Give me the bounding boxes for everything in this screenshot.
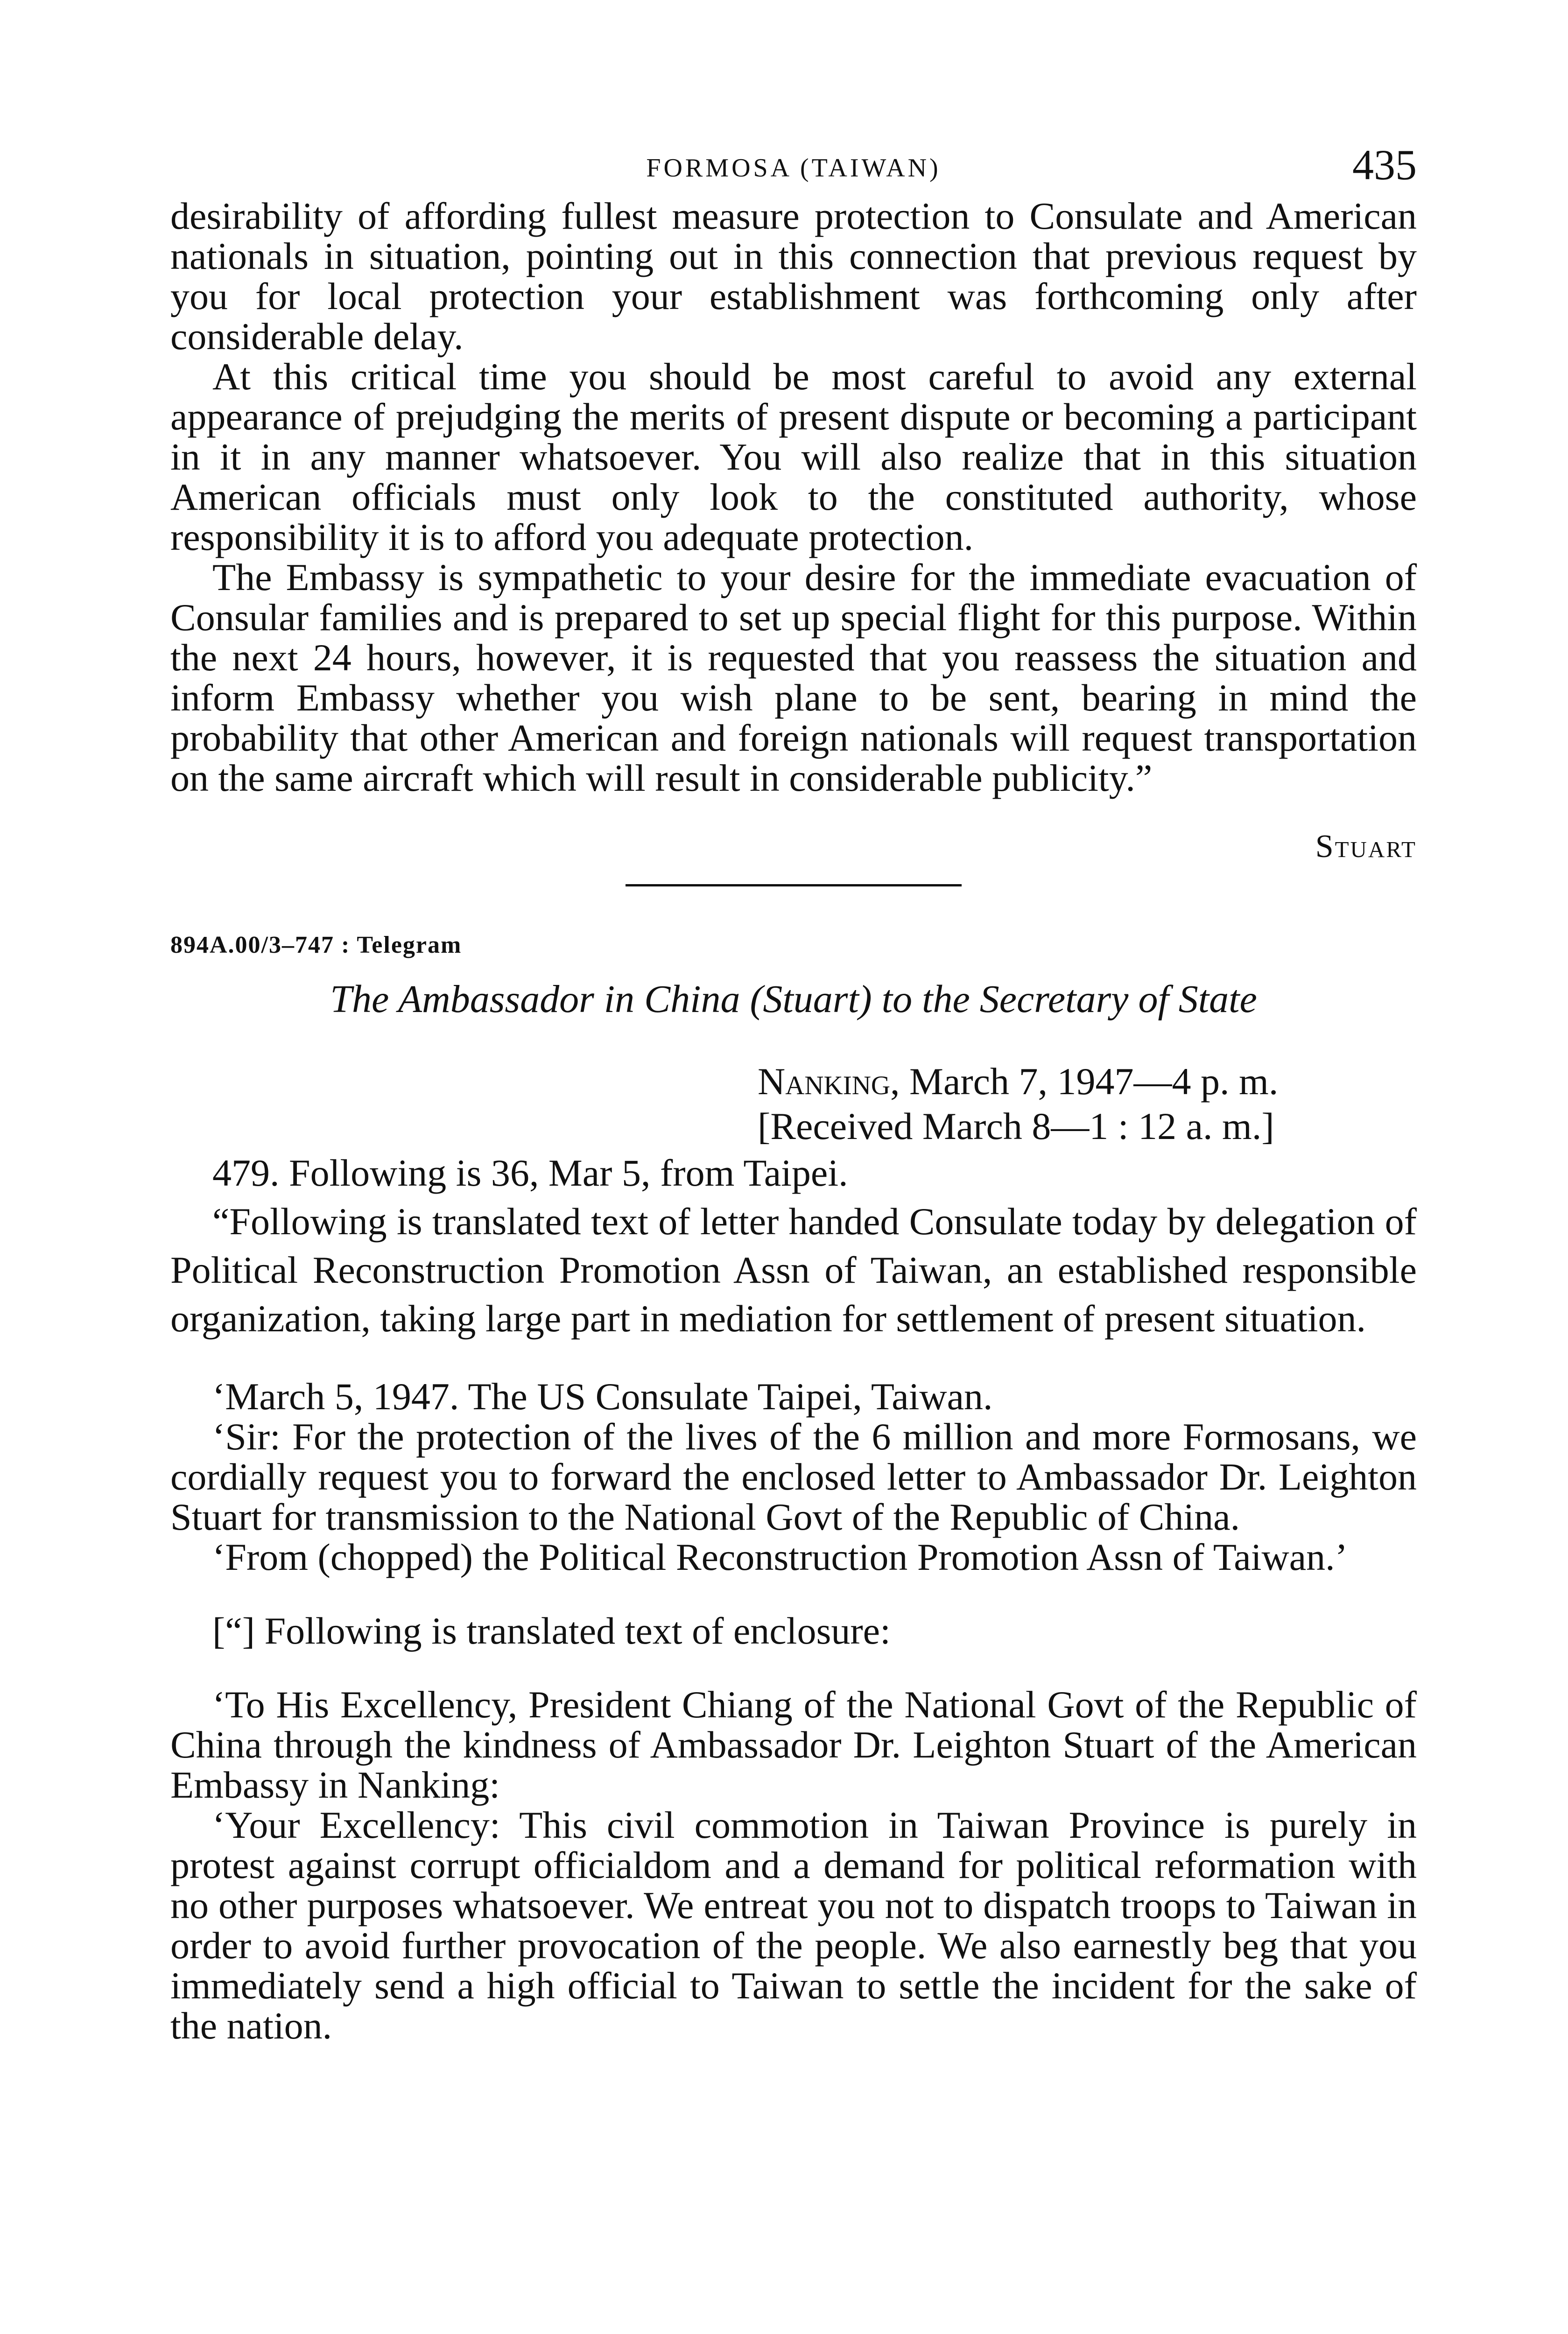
letter-paragraph: ‘Sir: For the protection of the lives of the 6 million and more Formosans, we cordially request you to forward the enclosed letter to Ambassador Dr. Leighton Stuart for transmission to the National Govt of the Republic of China. (170, 1415, 1417, 1538)
dateline-date: , March 7, 1947—4 p. m. (890, 1060, 1279, 1103)
body-paragraph: The Embassy is sympathetic to your desire for the immediate evacuation of Consular families and is prepared to set up special flight for this purpose. Within the next 24 hours, however, it is requested that you reassess the situation and inform Embassy whether you wish plane to be sent, bearing in mind the probability that other American and foreign nationals will request transportation on the same aircraft which will result in considerable publicity.” (170, 556, 1417, 799)
enclosure-paragraph: ‘Your Excellency: This civil commotion in Taiwan Province is purely in protest against corrupt officialdom and a demand for political reformation with no other purposes whatsoever. We entreat you not to dispatch troops to Taiwan in order to avoid further provocation of the people. We also earnestly beg that you immediately send a high official to Taiwan to settle the incident for the sake of the nation. (170, 1804, 1417, 2047)
enclosure-letter (170, 1685, 1417, 2046)
document-title: The Ambassador in China (Stuart) to the Secretary of State (330, 977, 1257, 1021)
letter-signoff: ‘From (chopped) the Political Reconstruction Promotion Assn of Taiwan.’ (212, 1536, 1348, 1578)
page-number: 435 (1352, 141, 1417, 189)
dateline-place: Nanking (758, 1060, 891, 1103)
document-page (170, 140, 1417, 2046)
file-reference: 894A.00/3–747 : Telegram (170, 932, 462, 958)
running-header (170, 140, 1417, 196)
previous-document-continuation (170, 196, 1417, 865)
continuation-paragraph: desirability of affording fullest measure protection to Consulate and American nationals in situation, pointing out in this connection that previous request by you for local protection your establishment was forthcoming only after considerable delay. (170, 195, 1417, 358)
received-line: [Received March 8—1 : 12 a. m.] (758, 1105, 1274, 1147)
signature: Stuart (1315, 829, 1417, 865)
body-paragraph: At this critical time you should be most careful to avoid any external appearance of prejudging the merits of present dispute or becoming a participant in it in any manner whatsoever. You will also realize that in this situation American officials must only look to the constituted authority, whose responsibility it is to afford you adequate protection. (170, 355, 1417, 558)
section-divider (626, 884, 962, 886)
letter-line: ‘March 5, 1947. The US Consulate Taipei, Taiwan. (212, 1375, 993, 1418)
telegram-document (170, 931, 1417, 2046)
quoted-letter (170, 1377, 1417, 1577)
running-title: FORMOSA (TAIWAN) (646, 154, 941, 183)
enclosure-address: ‘To His Excellency, President Chiang of the National Govt of the Republic of China through the kindness of Ambassador Dr. Leighton Stuart of the American Embassy in Nanking: (170, 1683, 1417, 1806)
enclosure-intro: [“] Following is translated text of enclosure: (212, 1610, 891, 1652)
telegram-intro: “Following is translated text of letter handed Consulate today by delegation of Political Reconstruction Promotion Assn of Taiwan, an established responsible organization, taking large part in mediation for settlement of present situation. (170, 1200, 1417, 1340)
dateline (170, 1059, 1417, 1104)
telegram-opening: 479. Following is 36, Mar 5, from Taipei. (212, 1152, 848, 1194)
